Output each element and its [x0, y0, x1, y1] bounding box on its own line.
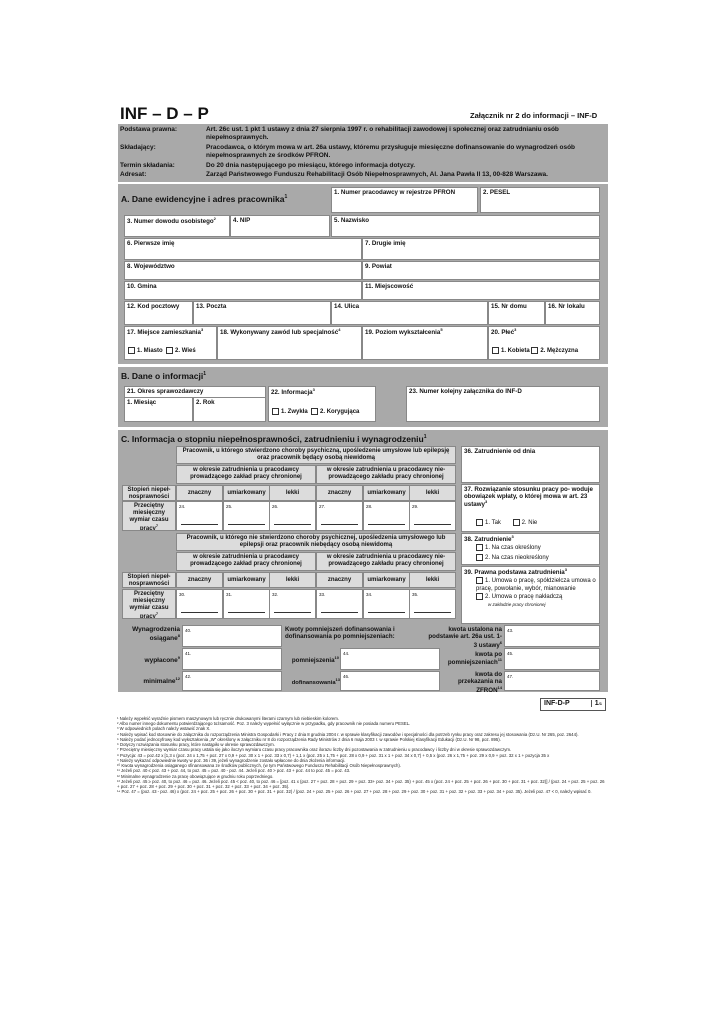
field-work-time[interactable]: [176, 589, 223, 619]
write-line: [321, 524, 358, 525]
field-work-time[interactable]: [223, 589, 270, 619]
checkbox-female[interactable]: [492, 347, 499, 354]
footnote: ¹⁰ Kwota wynagrodzenia osiąganego sfinansowana ze środków publicznych, (w tym Państwowego Funduszu Rehabilitacji Osób Niepełnosprawnych).: [117, 763, 402, 769]
header-block: [118, 124, 608, 182]
field-education[interactable]: 19. Poziom wykształcenia$^5$: [362, 326, 488, 360]
work-time-label: Przeciętny miesięczny wymiar czasu pracy$^7$: [122, 501, 176, 531]
field-voivodeship[interactable]: 8. Województwo: [124, 261, 362, 280]
field-work-time[interactable]: [316, 501, 363, 531]
header-value: Pracodawca, o którym mowa w art. 26a ustawy, któremu przysługuje miesięczne dofinansowanie do wynagrodzeń osób niepełnosprawnych ze środków PFRON.: [206, 144, 576, 159]
degree-znaczny: znaczny: [316, 572, 363, 588]
field-number: 33.: [319, 592, 326, 597]
field-information-type: 22. Informacja$^3$ 1. Zwykła 2. Korygująca: [268, 386, 376, 422]
header-value: Zarząd Państwowego Funduszu Rehabilitacji Osób Niepełnosprawnych, Al. Jana Pawła II 13, 00-828 Warszawa.: [206, 171, 548, 178]
field-apartment-number[interactable]: 16. Nr lokalu: [545, 301, 600, 325]
footnote: ¹¹ Jeżeli poz. 40 ≤ poz. 43 + poz. 44, to poz. 45 = poz. 40 - poz. 44. Jeżeli poz. 40 > poz. 43 + poz. 44 to poz. 45 = poz. 43.: [117, 768, 351, 774]
field-work-time[interactable]: [269, 589, 316, 619]
checkbox-city[interactable]: [128, 347, 135, 354]
field-number: 24.: [179, 504, 186, 509]
field-work-time[interactable]: [363, 501, 410, 531]
page-tag: INF-D-P 1/1: [540, 698, 606, 711]
field-locality[interactable]: 11. Miejscowość: [362, 281, 600, 300]
footnote: ¹ Należy wypełnić wyraźnie pismem maszynowym lub ręcznie drukowanymi literami czarnym lub niebieskim kolorem.: [117, 716, 340, 721]
footnotes: [117, 716, 607, 795]
field-id-number[interactable]: 3. Numer dowodu osobistego$^2$: [124, 215, 230, 237]
field-number: 29.: [412, 504, 419, 509]
amount-established-label: kwota ustalona na podstawie art. 26a ust. 1-3 ustawy$^6$: [428, 626, 502, 649]
footnote: ⁴ Należy wpisać kod stosownie do załącznika do rozporządzenia Ministra Gospodarki i Pracy z dnia 8 grudnia 2004 r. w sprawie klasyfikacji zawodów i specjalności dla potrzeb rynku pracy oraz zakresu jej stosowania (Dz.U. Nr 265, poz. 2644).: [117, 731, 579, 737]
checkbox-yes[interactable]: [476, 519, 483, 526]
field-amount-zfron[interactable]: 47.: [504, 671, 600, 691]
checkbox-outwork-contract[interactable]: [476, 593, 483, 600]
wages-paid-label: wypłacone$^9$: [144, 655, 180, 665]
field-funding[interactable]: 46.: [340, 671, 440, 691]
header-label: Adresat:: [120, 171, 147, 178]
checkbox-no[interactable]: [513, 519, 520, 526]
field-second-name[interactable]: 7. Drugie imię: [362, 238, 600, 260]
field-number: 32.: [272, 592, 279, 597]
block1-col-a: w okresie zatrudnienia u pracodawcy prowadzącego zakład pracy chronionej: [176, 465, 316, 484]
degree-umiarkowany: umiarkowany: [363, 572, 410, 588]
section-b-title: B. Dane o informacji$^1$: [121, 371, 206, 381]
field-nip[interactable]: 4. NIP: [230, 215, 330, 237]
amount-after-label: kwota po pomniejszeniach$^{11}$: [447, 651, 502, 667]
field-pfron-number[interactable]: 1. Numer pracodawcy w rejestrze PFRON: [331, 187, 478, 213]
field-postal-code[interactable]: 12. Kod pocztowy: [124, 301, 193, 325]
field-number: 34.: [366, 592, 373, 597]
reductions-title: Kwoty pomniejszeń dofinansowania i dofinansowania po pomniejszeniach:: [285, 626, 395, 641]
field-month[interactable]: 1. Miesiąc: [124, 397, 193, 422]
field-work-time[interactable]: [409, 501, 456, 531]
wages-min-label: minimalne$^{12}$: [143, 676, 180, 686]
footnote: ⁵ Należy podać jednocyfrowy kod wykształcenia „W” określony w załączniku nr 8 do rozporządzenia Rady Ministrów z dnia 6 maja 2003 r. w sprawie Polskiej Klasyfikacji Edukacji (Dz.U. Nr 98, poz. 895).: [117, 736, 501, 742]
degree-znaczny: znaczny: [176, 485, 223, 501]
footnote: ³ W odpowiednich polach należy wstawić znak X.: [117, 726, 211, 732]
field-work-time[interactable]: [223, 501, 270, 531]
reductions-label: pomniejszenia$^{10}$: [291, 655, 339, 665]
field-number: 25.: [226, 504, 233, 509]
work-time-label: Przeciętny miesięczny wymiar czasu pracy$^7$: [122, 589, 176, 619]
field-amount-established[interactable]: 43.: [504, 625, 600, 647]
funding-label: dofinansowania$^{13}$: [291, 677, 340, 686]
field-residence: 17. Miejsce zamieszkania$^3$ 1. Miasto 2. Wieś: [124, 326, 217, 360]
field-occupation[interactable]: 18. Wykonywany zawód lub specjalność$^4$: [217, 326, 362, 360]
degree-umiarkowany: umiarkowany: [223, 572, 270, 588]
write-line: [181, 524, 218, 525]
write-line: [414, 612, 451, 613]
checkbox-indefinite[interactable]: [476, 554, 483, 561]
field-work-time[interactable]: [269, 501, 316, 531]
field-number: 35.: [412, 592, 419, 597]
write-line: [414, 524, 451, 525]
checkbox-correction[interactable]: [311, 408, 318, 415]
degree-label: Stopień niepeł- nosprawności: [122, 485, 176, 501]
field-work-time[interactable]: [176, 501, 223, 531]
footnote: ⁷ Przeciętny miesięczny wymiar czasu pracy ustala się jako iloczyn wymiaru czasu pracy pracownika oraz ilorazu liczby dni pozostawania w zatrudnieniu u pracodawcy i liczby dni w okresie sprawozdawczym.: [117, 747, 512, 753]
block1-col-b: w okresie zatrudnienia u pracodawcy nie- prowadzącego zakładu pracy chronionej: [316, 465, 456, 484]
header-label: Składający:: [120, 144, 156, 151]
attachment-label: Załącznik nr 2 do informacji – INF-D: [470, 111, 598, 120]
field-year[interactable]: 2. Rok: [193, 397, 266, 422]
field-surname[interactable]: 5. Nazwisko: [331, 215, 600, 237]
degree-lekki: lekki: [269, 572, 316, 588]
checkbox-village[interactable]: [166, 347, 173, 354]
block2-col-a: w okresie zatrudnienia u pracodawcy prowadzącego zakład pracy chronionej: [176, 552, 316, 571]
checkbox-fixed-term[interactable]: [476, 544, 483, 551]
degree-znaczny: znaczny: [316, 485, 363, 501]
checkbox-regular[interactable]: [272, 408, 279, 415]
checkbox-male[interactable]: [531, 347, 538, 354]
field-employment-type: 38. Zatrudnienie$^3$ 1. Na czas określony 2. Na czas nieokreślony: [461, 533, 600, 565]
amount-zfron-label: kwota do przekazania na ZFRON$^{14}$: [457, 671, 502, 694]
header-label: Podstawa prawna:: [120, 126, 178, 133]
field-amount-after[interactable]: 45.: [504, 648, 600, 670]
field-work-time[interactable]: [316, 589, 363, 619]
block2-title: Pracownik, u którego nie stwierdzono choroby psychicznej, upośledzenia umysłowego lub epilepsji oraz pracownik niebędący osobą niewidomą: [176, 533, 456, 551]
footnote: ¹² Minimalne wynagrodzenie za pracę obowiązujące w grudniu roku poprzedniego.: [117, 773, 274, 779]
field-house-number[interactable]: 15. Nr domu: [488, 301, 545, 325]
form-code: INF – D – P: [120, 104, 209, 123]
field-wages-earned[interactable]: 40.: [182, 625, 282, 647]
field-pesel[interactable]: 2. PESEL: [480, 187, 600, 213]
field-street[interactable]: 14. Ulica: [331, 301, 488, 325]
degree-lekki: lekki: [409, 572, 456, 588]
field-wages-min[interactable]: 42.: [182, 671, 282, 691]
field-legal-basis: 39. Prawna podstawa zatrudnienia$^3$ 1. Umowa o pracę, spółdzielcza umowa o pracę, powołanie, wybór, mianowanie 2. Umowa o pracę nakładczą w zakładzie pracy chronionej: [461, 566, 600, 624]
field-wages-paid[interactable]: 41.: [182, 648, 282, 670]
footnote: ⁸ Pozycja: 43 = poz.42 x [1,3 x (poz. 24 x 1,75 + poz. 27 x 0,9 + poz. 30 x 1 + poz. 33 x 0,7) + 1,1 x (poz. 25 x 1,75 + poz. 28 x 0,9 + poz. 31 x 1 + poz. 34 x 0,7) + 0,5 x (poz. 26 x 1,75 + poz. 29 x 0,9 + poz. 32 x 1 + pozycja 35 x: [117, 752, 550, 758]
field-termination-payment: 37. Rozwiązanie stosunku pracy po- woduje obowiązek wpłaty, o której mowa w art. 23 ustawy$^3$ 1. Tak 2. Nie: [461, 484, 600, 532]
write-line: [181, 612, 218, 613]
header-label: Termin składania:: [120, 162, 175, 169]
field-commune[interactable]: 10. Gmina: [124, 281, 362, 300]
field-post-office[interactable]: 13. Poczta: [193, 301, 331, 325]
field-attachment-number[interactable]: 23. Numer kolejny załącznika do INF-D: [406, 386, 600, 422]
footnote: ⁶ Dotyczy rozwiązania stosunku pracy, które nastąpiło w okresie sprawozdawczym.: [117, 742, 275, 748]
write-line: [274, 524, 311, 525]
degree-lekki: lekki: [269, 485, 316, 501]
degree-lekki: lekki: [409, 485, 456, 501]
field-first-name[interactable]: 6. Pierwsze imię: [124, 238, 362, 260]
field-reporting-period: 21. Okres sprawozdawczy: [124, 386, 266, 422]
field-reductions[interactable]: 44.: [340, 648, 440, 670]
footnote: ² Albo numer innego dokumentu potwierdzającego tożsamość. Poz. 3 należy wypełnić wyłącznie w przypadku, gdy pracownik nie posiada numeru PESEL.: [117, 721, 411, 727]
write-line: [321, 612, 358, 613]
wages-title: Wynagrodzenia osiągane$^8$: [132, 626, 180, 642]
degree-label: Stopień niepeł- nosprawności: [122, 572, 176, 588]
write-line: [368, 524, 405, 525]
field-number: 30.: [179, 592, 186, 597]
footnote: ¹³ Jeżeli poz. 45 ≥ poz. 40, to poz. 46 = poz. 46. Jeżeli poz. 45 < poz. 40, to poz. 46 = [poz. 41 x (poz. 27 + poz. 28 + poz. 29 + poz. 33+ poz. 34 + poz. 35) + poz. 45 x (poz. 24 + poz. 25 + poz. 26 + poz. 30 + poz. 31 + poz. 32)] / (poz. 24 + poz. 25 + poz. 26 + poz. 27 + poz. 28 + poz. 29 + poz. 30 + poz. 31 + poz. 32 + poz. 33 + poz. 34 + poz. 35).: [117, 778, 605, 790]
footnote: ⁹ Należy wykazać odpowiednie kwoty w poz. 36 i 39, jeżeli wynagrodzenie zostało wpłacone do dnia złożenia informacji.: [117, 757, 346, 763]
field-number: 26.: [272, 504, 279, 509]
header-value: Do 20 dnia następującego po miesiącu, którego informacja dotyczy.: [206, 162, 416, 169]
block1-title: Pracownik, u którego stwierdzono choroby psychiczną, upośledzenie umysłowe lub epilepsję oraz pracownik będący osobą niewidomą: [176, 446, 456, 464]
field-county[interactable]: 9. Powiat: [362, 261, 600, 280]
write-line: [274, 612, 311, 613]
write-line: [228, 612, 265, 613]
field-number: 28.: [366, 504, 373, 509]
degree-znaczny: znaczny: [176, 572, 223, 588]
field-work-time[interactable]: [363, 589, 410, 619]
degree-umiarkowany: umiarkowany: [363, 485, 410, 501]
write-line: [368, 612, 405, 613]
field-number: 27.: [319, 504, 326, 509]
block2-col-b: w okresie zatrudnienia u pracodawcy nie- prowadzącego zakładu pracy chronionej: [316, 552, 456, 571]
footnote: ¹⁴ Poz. 47 = (poz. 43 - poz. 46) x (poz. 24 + poz. 25 + poz. 26 + poz. 30 + poz. 31 + poz. 32) / (poz. 24 + poz. 25 + poz. 26 + poz. 27 + poz. 28 + poz. 29 + poz. 30 + poz. 31 + poz. 32 + poz. 33 + poz. 34 + poz. 35). Jeżeli poz. 47 < 0, należy wpisać 0.: [117, 789, 592, 795]
field-number: 31.: [226, 592, 233, 597]
field-employment-start[interactable]: 36. Zatrudnienie od dnia: [461, 446, 600, 483]
field-work-time[interactable]: [409, 589, 456, 619]
checkbox-contract[interactable]: [476, 577, 483, 584]
section-c-title: C. Informacja o stopniu niepełnosprawności, zatrudnieniu i wynagrodzeniu$^1$: [121, 434, 427, 444]
write-line: [228, 524, 265, 525]
degree-umiarkowany: umiarkowany: [223, 485, 270, 501]
header-value: Art. 26c ust. 1 pkt 1 ustawy z dnia 27 sierpnia 1997 r. o rehabilitacji zawodowej i społecznej oraz zatrudnianiu osób niepełnosprawnych.: [206, 126, 559, 141]
field-gender: 20. Płeć$^3$ 1. Kobieta 2. Mężczyzna: [488, 326, 600, 360]
section-a-title: A. Dane ewidencyjne i adres pracownika$^1$: [121, 194, 288, 204]
